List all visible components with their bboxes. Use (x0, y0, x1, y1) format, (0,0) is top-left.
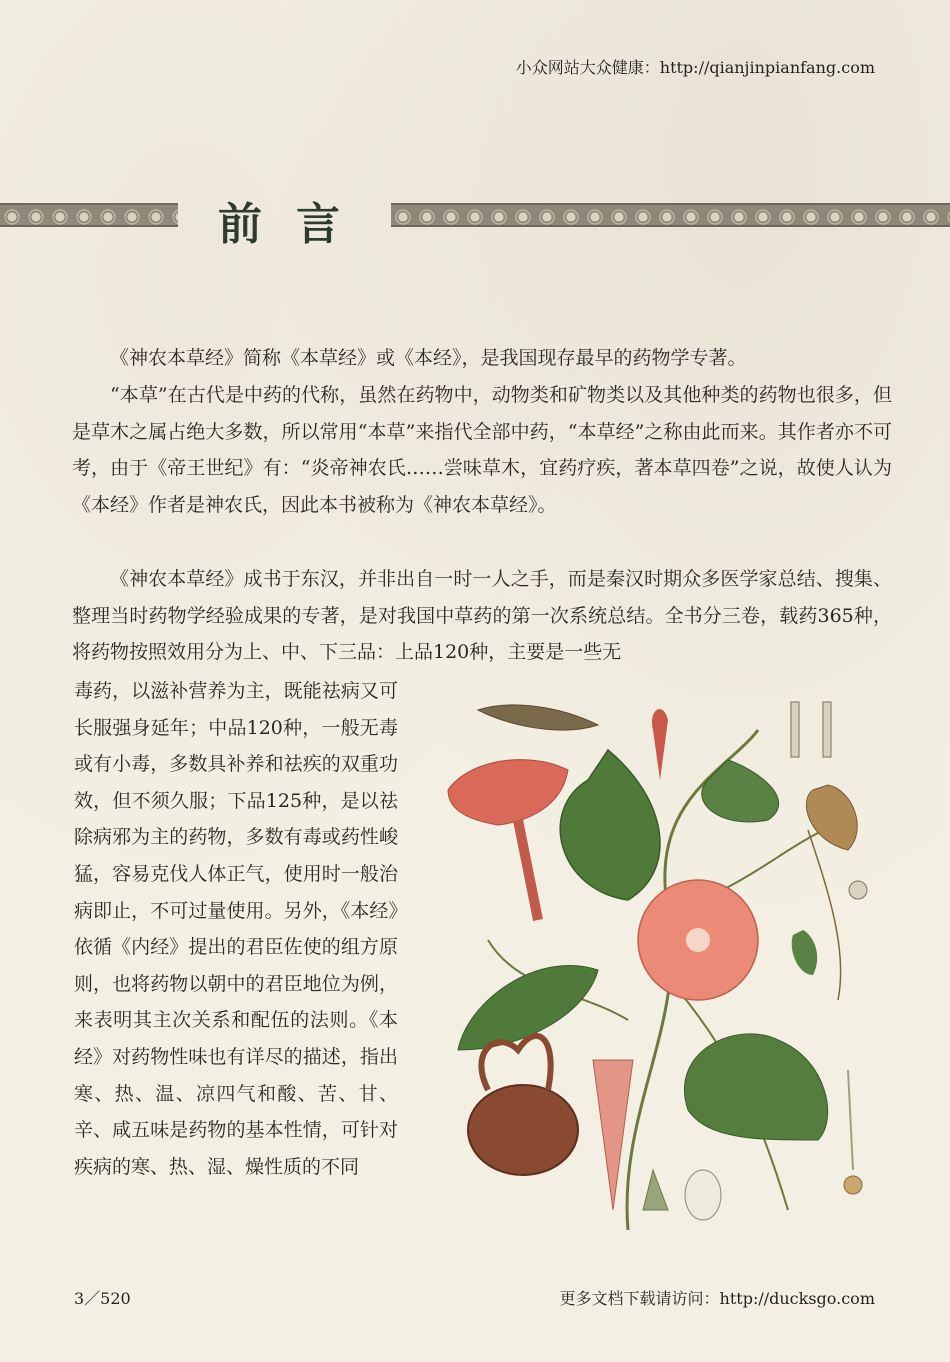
paragraph-1: 《神农本草经》简称《本草经》或《本经》，是我国现存最早的药物学专著。 (110, 347, 747, 369)
header-site-text: 小众网站大众健康：http://qianjinpianfang.com (515, 58, 875, 77)
decorative-band-right (391, 203, 950, 227)
decorative-band-left (0, 203, 178, 227)
page-title: 前言 (218, 199, 374, 250)
page-number: 3／520 (74, 1289, 131, 1308)
morning-glory-illustration (428, 690, 878, 1250)
footer-link-text[interactable]: 更多文档下载请访问：http://ducksgo.com (559, 1289, 875, 1308)
paragraph-3-continued: 毒药，以滋补营养为主，既能祛病又可长服强身延年；中品120种，一般无毒或有小毒，多数具补养和祛疾的双重功效，但不须久服；下品125种，是以祛除病邪为主的药物，多数有毒或药性峻猛，容易克伐人体正气，使用时一般治病即止，不可过量使用。另外，《本经》依循《内经》提出的君臣佐使的组方原则，也将药物以朝中的君臣地位为例，来表明其主次关系和配伍的法则。《本经》对药物性味也有详尽的描述，指出寒、热、温、凉四气和酸、苦、甘、辛、咸五味是药物的基本性情，可针对疾病的寒、热、湿、燥性质的不同 (74, 680, 398, 1178)
paragraph-2: “本草”在古代是中药的代称，虽然在药物中，动物类和矿物类以及其他种类的药物也很多，但是草木之属占绝大多数，所以常用“本草”来指代全部中药，“本草经”之称由此而来。其作者亦不可考，由于《帝王世纪》有：“炎帝神农氏……尝味草木，宜药疗疾，著本草四卷”之说，故使人认为《本经》作者是神农氏，因此本书被称为《神农本草经》。 (72, 384, 892, 516)
paragraph-3: 《神农本草经》成书于东汉，并非出自一时一人之手，而是秦汉时期众多医学家总结、搜集、整理当时药物学经验成果的专著，是对我国中草药的第一次系统总结。全书分三卷，载药365种，将药物按照效用分为上、中、下三品：上品120种，主要是一些无 (72, 568, 892, 663)
